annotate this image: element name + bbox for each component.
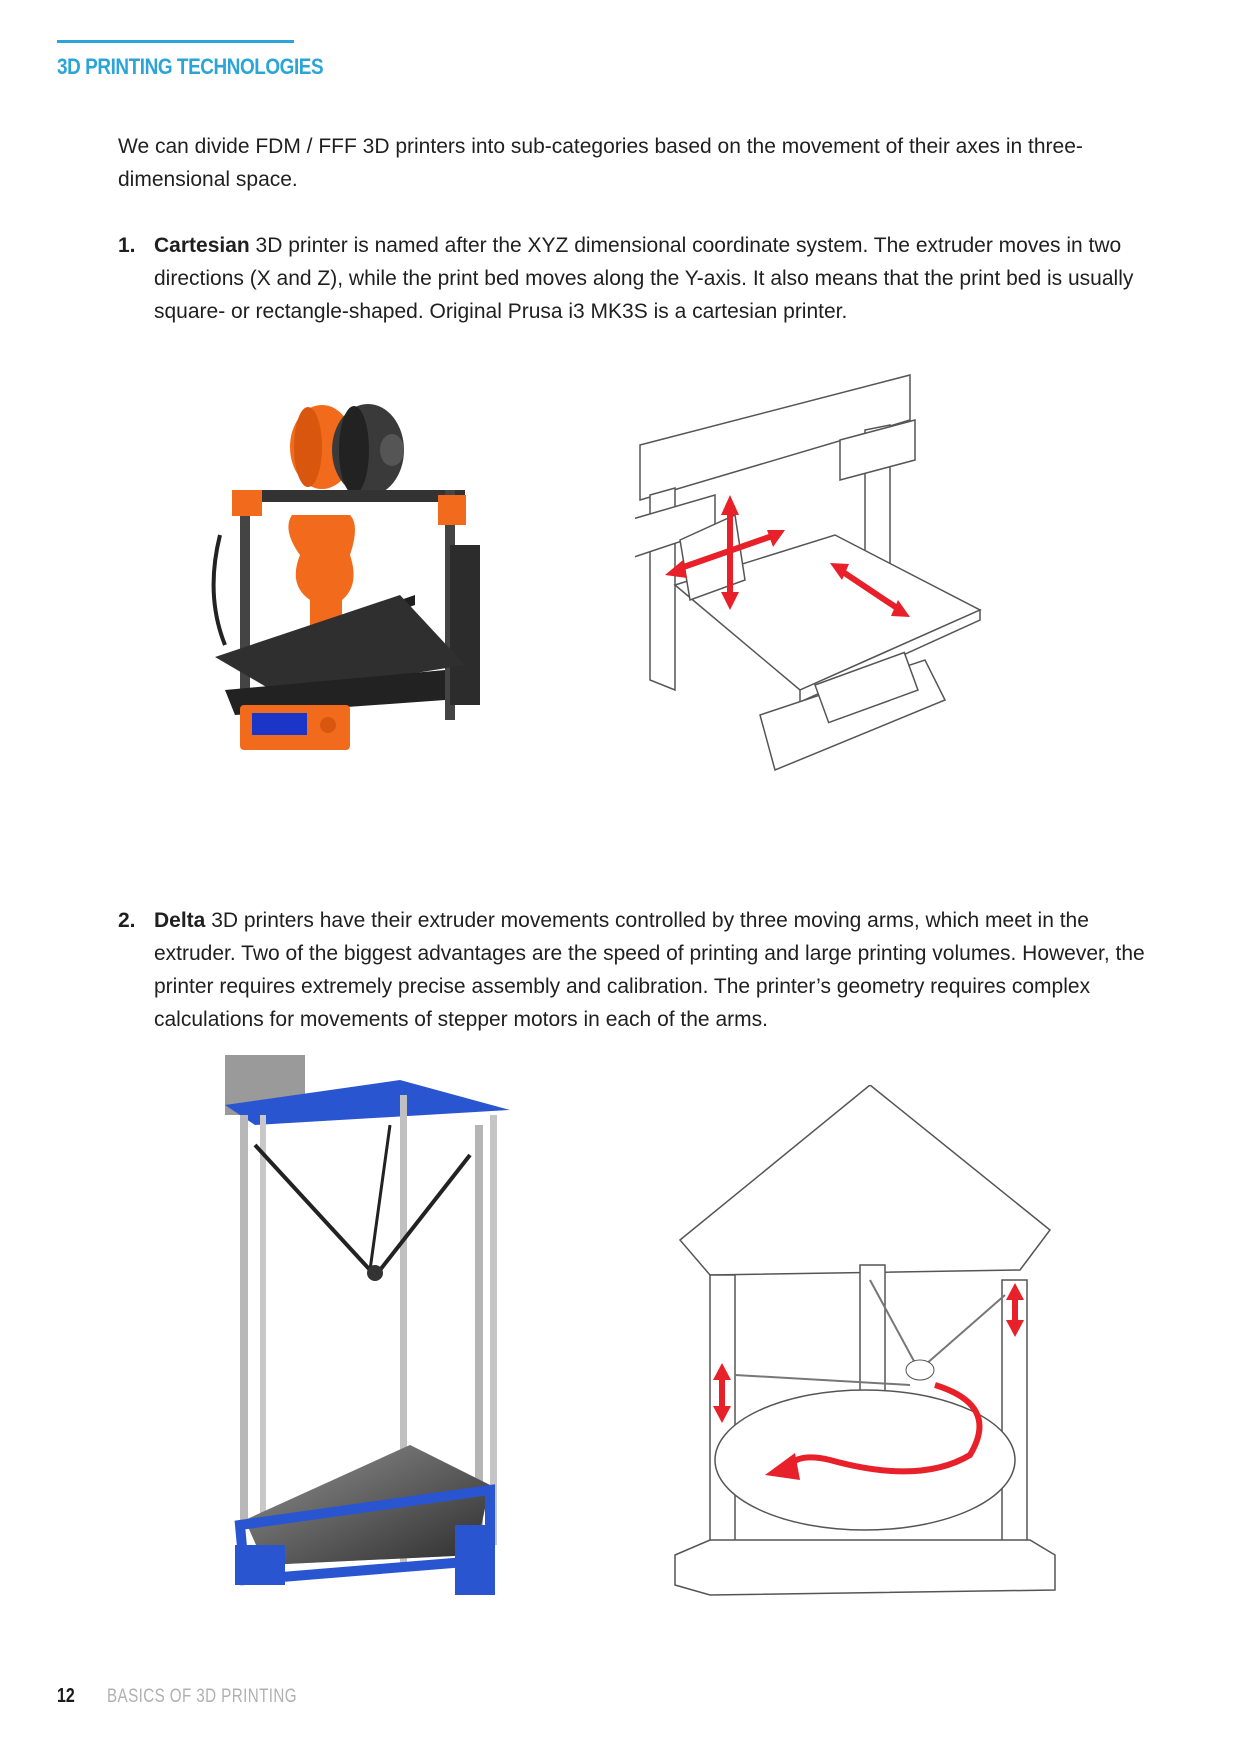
cartesian-axes-sketch [635,370,1065,850]
delta-arms-sketch [670,1085,1065,1630]
cartesian-description: 3D printer is named after the XYZ dimensional coordinate system. The extruder moves in two directions (X and Z), while the print bed moves along the Y-axis. It also means that the print bed is usually square- or rectangle-shaped. Original Prusa i3 MK3S is a cartesian printer. [154,234,1134,323]
list-number: 1. [118,234,136,257]
list-text [154,229,1148,328]
book-title: BASICS OF 3D PRINTING [107,1686,297,1707]
delta-printer-photo [225,1055,570,1615]
header-rule [57,40,294,43]
term-cartesian: Cartesian [154,234,250,257]
prusa-printer-photo [210,395,540,835]
page-number: 12 [57,1685,75,1707]
term-delta: Delta [154,909,206,932]
delta-description: 3D printers have their extruder movements controlled by three moving arms, which meet in the extruder. Two of the biggest advantages are the speed of printing and large printing volumes. However, the printer requires extremely precise assembly and calibration. The printer’s geometry requires complex calculations for movements of stepper motors in each of the arms. [154,909,1145,1031]
intro-paragraph: We can divide FDM / FFF 3D printers into sub-categories based on the movement of their axes in three-dimensional space. [118,135,1083,191]
list-item-cartesian [118,229,1148,328]
list-text [154,904,1148,1036]
list-number: 2. [118,909,136,932]
section-title: 3D PRINTING TECHNOLOGIES [57,54,324,79]
list-item-delta [118,904,1148,1036]
